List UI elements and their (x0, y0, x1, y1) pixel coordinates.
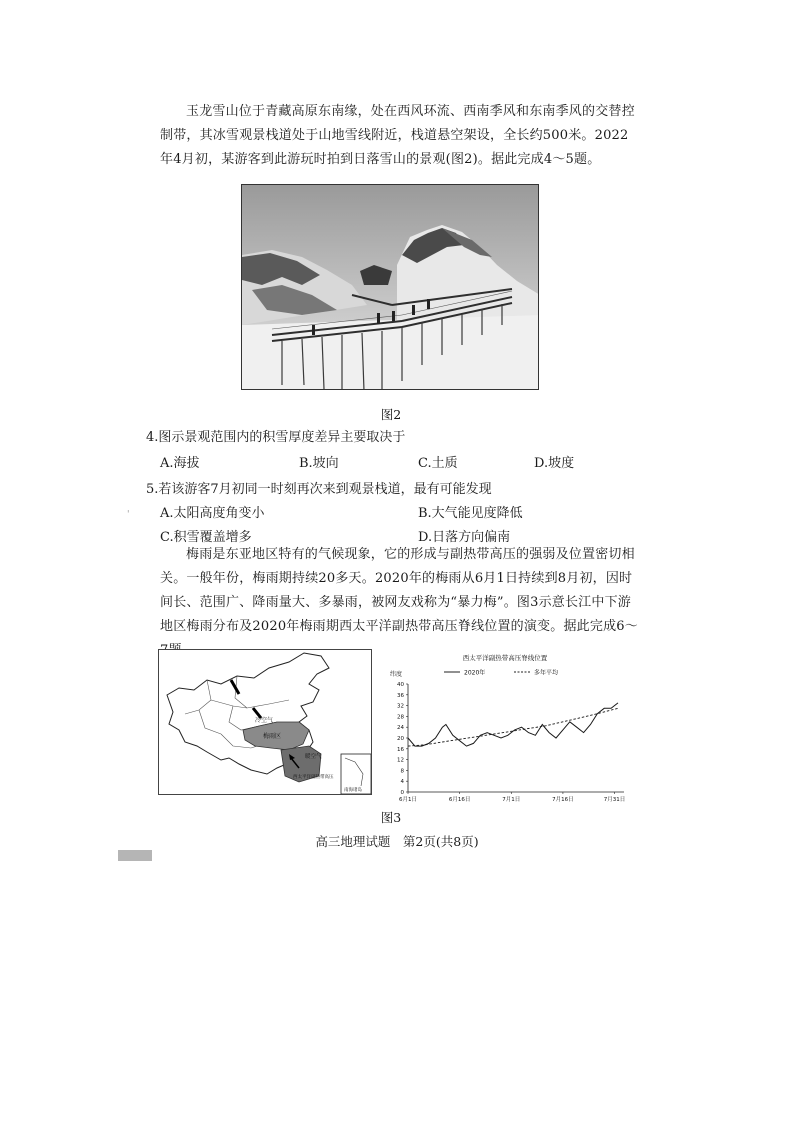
legend-label-2020: 2020年 (464, 669, 486, 677)
figure-2-caption: 图2 (380, 407, 402, 422)
q5-option-a: A.太阳高度角变小 (160, 506, 265, 521)
series-line-2020 (408, 703, 618, 746)
map-label-warm: 暖空气 (305, 754, 322, 760)
intro-paragraph-q4-5: 玉龙雪山位于青藏高原东南缘，处在西风环流、西南季风和东南季风的交替控制带，其冰雪观景栈道处于山地雪线附近，栈道悬空架设，全长约500米。2022年4月初，某游客到此游玩时拍到日落雪山的景观(图2)。据此完成4～5题。 (160, 104, 635, 167)
series-line-average (408, 708, 618, 746)
legend-label-average: 多年平均 (534, 669, 559, 677)
x-tick-label: 7月1日 (502, 797, 521, 803)
subtropical-high-ridge-chart (378, 650, 632, 805)
map-label-meiyu: 梅雨区 (263, 733, 282, 740)
y-tick-label: 12 (397, 757, 404, 764)
margin-mark: ' (127, 510, 130, 520)
map-inset-label: 南海诸岛 (344, 788, 362, 793)
x-tick-label: 6月16日 (448, 797, 471, 803)
q4-option-a: A.海拔 (160, 456, 200, 471)
snow-mountain-photo (241, 184, 539, 390)
y-tick-label: 36 (397, 692, 404, 699)
chart-legend (444, 669, 558, 677)
china-map-outline (159, 650, 372, 795)
gray-bar (118, 850, 152, 861)
page-footer: 高三地理试题 第2页(共8页) (315, 834, 479, 849)
y-tick-label: 28 (397, 714, 404, 721)
intro-paragraph-q6-7: 梅雨是东亚地区特有的气候现象，它的形成与副热带高压的强弱及位置密切相关。一般年份，梅雨期持续20多天。2020年的梅雨从6月1日持续到8月初，因时间长、范围广、降雨量大、多暴雨，被网友戏称为“暴力梅”。图3示意长江中下游地区梅雨分布及2020年梅雨期西太平洋副热带高压脊线位置的演变。据此完成6～ (160, 547, 638, 634)
y-tick-label: 40 (397, 682, 404, 688)
q4-option-c: C.土质 (418, 456, 458, 471)
question-4-stem: 4.图示景观范围内的积雪厚度差异主要取决于 (146, 430, 406, 445)
q4-option-b: B.坡向 (299, 456, 339, 471)
snow-mountain-photo-illustration (242, 185, 539, 390)
x-tick-label: 6月1日 (399, 797, 417, 803)
q5-option-d: D.日落方向偏南 (418, 530, 511, 545)
y-tick-label: 24 (397, 725, 404, 732)
y-axis-label: 纬度 (390, 671, 403, 678)
chart-title: 西太平洋副热带高压脊线位置 (462, 654, 548, 662)
map-label-cold: 冷空气 (255, 717, 274, 724)
x-tick-label: 7月31日 (603, 797, 626, 803)
x-tick-label: 7月16日 (552, 797, 574, 803)
question-5-stem: 5.若该游客7月初同一时刻再次来到观景栈道，最有可能发现 (146, 482, 492, 497)
y-tick-label: 16 (397, 746, 404, 753)
y-tick-label: 8 (400, 768, 404, 775)
q4-option-d: D.坡度 (534, 456, 575, 471)
q5-option-b: B.大气能见度降低 (418, 506, 523, 521)
y-tick-label: 20 (397, 736, 404, 742)
chart-series (408, 703, 618, 746)
y-tick-label: 4 (400, 779, 404, 786)
y-tick-label: 32 (397, 703, 404, 710)
china-meiyu-map (158, 649, 372, 795)
chart-axes (397, 682, 625, 803)
y-tick-label: 0 (400, 790, 404, 796)
q5-option-c: C.积雪覆盖增多 (160, 530, 252, 545)
figure-3-caption: 图3 (380, 810, 402, 825)
map-label-high: 西太平洋副热带高压 (293, 775, 334, 780)
